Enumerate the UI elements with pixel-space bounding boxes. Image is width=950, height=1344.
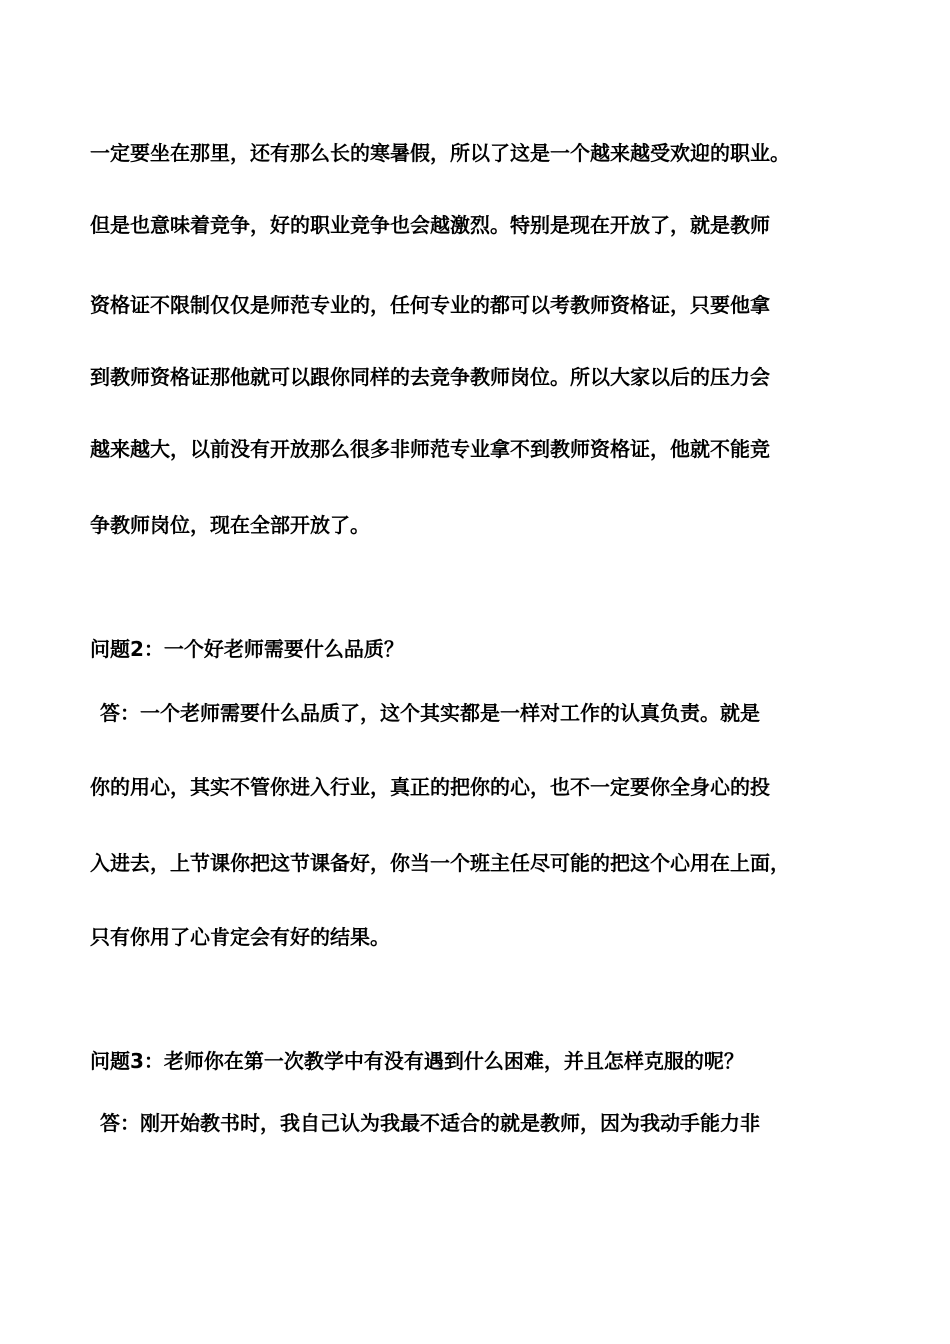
answer-line: 入进去，上节课你把这节课备好，你当一个班主任尽可能的把这个心用在上面， — [90, 851, 790, 875]
answer-line: 只有你用了心肯定会有好的结果。 — [90, 925, 390, 949]
text-line: 资格证不限制仅仅是师范专业的，任何专业的都可以考教师资格证，只要他拿 — [90, 293, 770, 317]
question-3-heading: 问题3：老师你在第一次教学中有没有遇到什么困难，并且怎样克服的呢？ — [90, 1049, 744, 1073]
answer-line: 你的用心，其实不管你进入行业，真正的把你的心，也不一定要你全身心的投 — [90, 775, 770, 799]
text-line: 越来越大，以前没有开放那么很多非师范专业拿不到教师资格证，他就不能竞 — [90, 437, 770, 461]
text-line: 争教师岗位，现在全部开放了。 — [90, 513, 370, 537]
text-line: 但是也意味着竞争，好的职业竞争也会越激烈。特别是现在开放了，就是教师 — [90, 213, 770, 237]
answer-line: 答：一个老师需要什么品质了，这个其实都是一样对工作的认真负责。就是 — [100, 701, 760, 725]
text-line: 一定要坐在那里，还有那么长的寒暑假，所以了这是一个越来越受欢迎的职业。 — [90, 141, 790, 165]
text-line: 到教师资格证那他就可以跟你同样的去竞争教师岗位。所以大家以后的压力会 — [90, 365, 770, 389]
answer-line: 答：刚开始教书时，我自己认为我最不适合的就是教师，因为我动手能力非 — [100, 1111, 760, 1135]
question-2-heading: 问题2：一个好老师需要什么品质？ — [90, 637, 404, 661]
